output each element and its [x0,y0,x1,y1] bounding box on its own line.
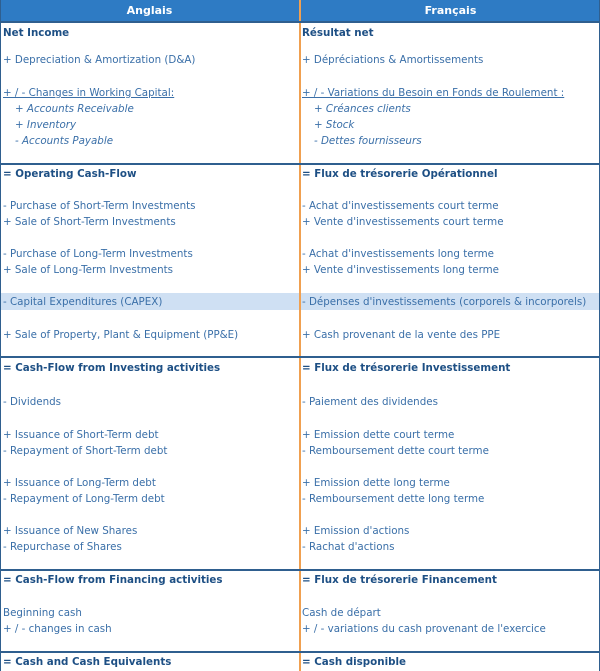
french-term: = Cash disponible [302,656,406,668]
french-term: - Remboursement dette long terme [302,493,485,505]
french-term: + Emission dette court terme [302,429,455,441]
french-term: = Flux de trésorerie Financement [302,574,497,586]
english-term: = Cash and Cash Equivalents [3,656,172,668]
english-term: - Capital Expenditures (CAPEX) [3,296,163,308]
french-term: Résultat net [302,27,374,39]
english-term: - Purchase of Long-Term Investments [3,248,193,260]
french-term: + / - Variations du Besoin en Fonds de Roulement : [302,87,565,99]
english-term: Net Income [3,27,70,39]
english-term: + Inventory [15,119,77,131]
french-term: + Vente d'investissements court terme [302,216,504,228]
english-term: = Cash-Flow from Investing activities [3,362,221,374]
english-term: + Sale of Property, Plant & Equipment (PP&E) [3,329,239,341]
section-separator [0,21,600,23]
english-term: - Accounts Payable [15,135,114,147]
english-term: - Purchase of Short-Term Investments [3,200,196,212]
section-separator [0,569,600,571]
english-term: + Accounts Receivable [15,103,134,115]
english-term: + / - changes in cash [3,623,112,635]
french-term: - Rachat d'actions [302,541,395,553]
french-term: + Emission dette long terme [302,477,450,489]
header-french: Français [301,0,600,21]
section-separator [0,356,600,358]
french-term: + Emission d'actions [302,525,410,537]
french-term: = Flux de trésorerie Investissement [302,362,511,374]
english-term: + / - Changes in Working Capital: [3,87,175,99]
section-separator [0,163,600,165]
english-term: + Sale of Short-Term Investments [3,216,176,228]
english-term: + Sale of Long-Term Investments [3,264,174,276]
english-term: - Dividends [3,396,62,408]
english-term: + Depreciation & Amortization (D&A) [3,54,196,66]
french-term: - Remboursement dette court terme [302,445,489,457]
french-term: - Paiement des dividendes [302,396,438,408]
english-term: = Operating Cash-Flow [3,168,137,180]
french-term: + Créances clients [314,103,411,115]
french-term: + Cash provenant de la vente des PPE [302,329,501,341]
english-term: + Issuance of Short-Term debt [3,429,159,441]
header-english: Anglais [0,0,299,21]
french-term: - Dettes fournisseurs [314,135,422,147]
french-term: Cash de départ [302,607,381,619]
english-term: + Issuance of New Shares [3,525,138,537]
english-term: - Repayment of Short-Term debt [3,445,168,457]
french-term: - Achat d'investissements long terme [302,248,495,260]
english-term: - Repayment of Long-Term debt [3,493,165,505]
english-term: - Repurchase of Shares [3,541,122,553]
french-term: + Dépréciations & Amortissements [302,54,484,66]
french-term: - Achat d'investissements court terme [302,200,499,212]
french-term: + / - variations du cash provenant de l'exercice [302,623,546,635]
french-term: + Stock [314,119,355,131]
french-term: - Dépenses d'investissements (corporels & incorporels) [302,296,587,308]
section-separator [0,651,600,653]
english-term: + Issuance of Long-Term debt [3,477,156,489]
english-term: = Cash-Flow from Financing activities [3,574,223,586]
french-term: + Vente d'investissements long terme [302,264,500,276]
english-term: Beginning cash [3,607,82,619]
french-term: = Flux de trésorerie Opérationnel [302,168,498,180]
